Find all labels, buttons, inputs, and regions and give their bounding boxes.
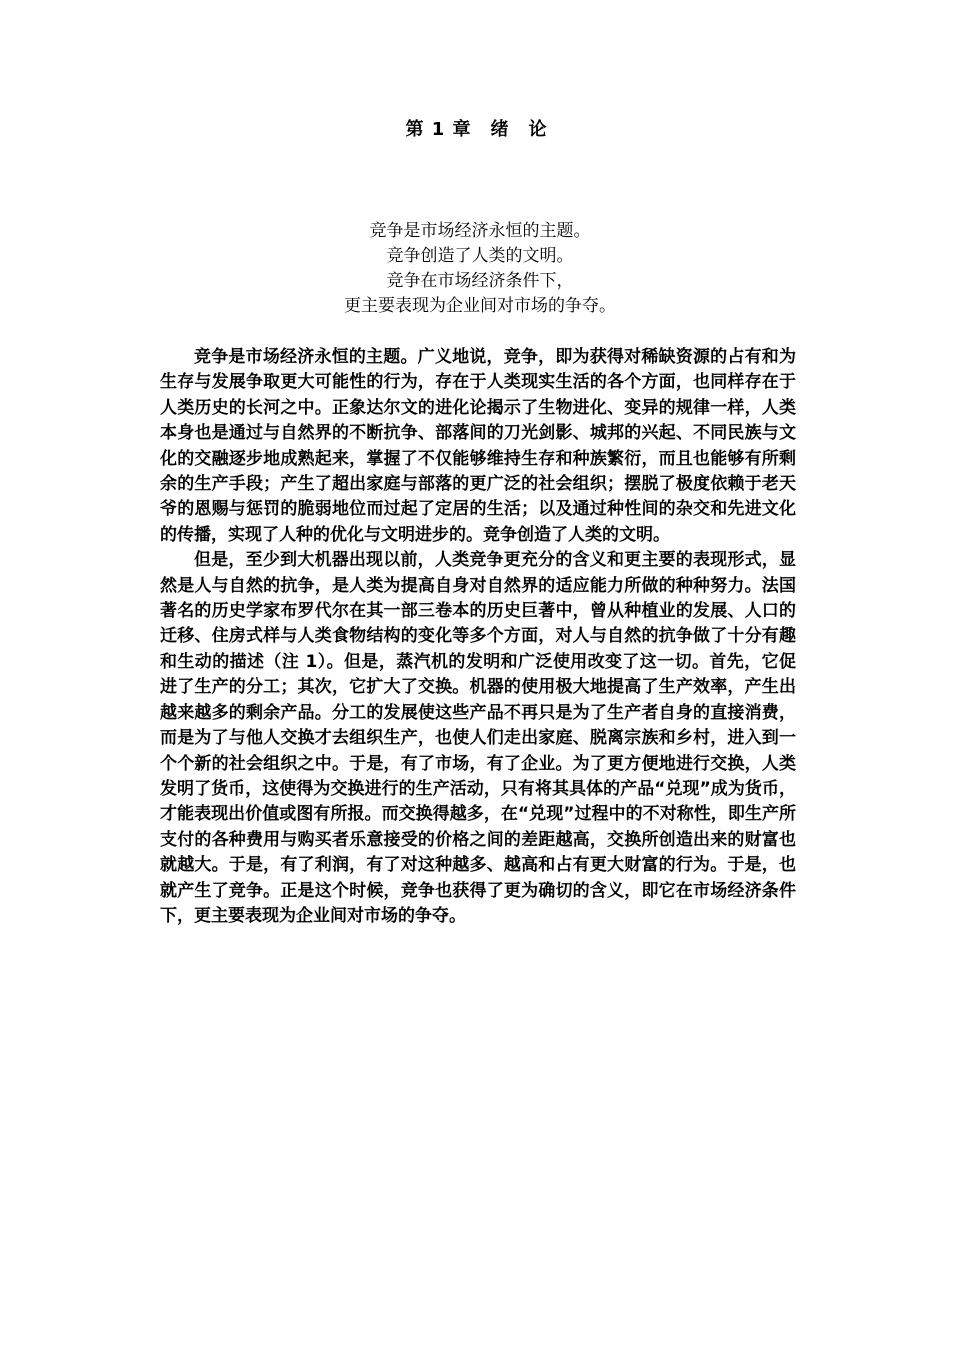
epigraph	[160, 219, 800, 319]
epigraph-line: 竞争在市场经济条件下，	[386, 271, 574, 291]
chapter-title: 第 1 章 绪 论	[405, 119, 548, 140]
epigraph-line: 竞争创造了人类的文明。	[386, 246, 574, 266]
body-paragraph: 但是，至少到大机器出现以前，人类竞争更充分的含义和更主要的表现形式，显然是人与自然的抗争，是人类为提高自身对自然界的适应能力所做的种种努力。法国著名的历史学家布罗代尔在其一部三卷本的历史巨著中，曾从种植业的发展、人口的迁移、住房式样与人类食物结构的变化等多个方面，对人与自然的抗争做了十分有趣和生动的描述（注 1）。但是，蒸汽机的发明和广泛使用改变了这一切。首先，它促进了生产的分工；其次，它扩大了交换。机器的使用极大地提高了生产效率，产生出越来越多的剩余产品。分工的发展使这些产品不再只是为了生产者自身的直接消费，而是为了与他人交换才去组织生产，也使人们走出家庭、脱离宗族和乡村，进入到一个个新的社会组织之中。于是，有了市场，有了企业。为了更方便地进行交换，人类发明了货币，这使得为交换进行的生产活动，只有将其具体的产品“兑现”成为货币，才能表现出价值或图有所报。而交换得越多，在“兑现”过程中的不对称性，即生产所支付的各种费用与购买者乐意接受的价格之间的差距越高，交换所创造出来的财富也就越大。于是，有了利润，有了对这种越多、越高和占有更大财富的行为。于是，也就产生了竞争。正是这个时候，竞争也获得了更为确切的含义，即它在市场经济条件下，更主要表现为企业间对市场的争夺。	[160, 550, 796, 926]
body-paragraph: 竞争是市场经济永恒的主题。广义地说，竞争，即为获得对稀缺资源的占有和为生存与发展争取更大可能性的行为，存在于人类现实生活的各个方面，也同样存在于人类历史的长河之中。正象达尔文的进化论揭示了生物进化、变异的规律一样，人类本身也是通过与自然界的不断抗争、部落间的刀光剑影、城邦的兴起、不同民族与文化的交融逐步地成熟起来，掌握了不仅能够维持生存和种族繁衍，而且也能够有所剩余的生产手段；产生了超出家庭与部落的更广泛的社会组织；摆脱了极度依赖于老天爷的恩赐与惩罚的脆弱地位而过起了定居的生活；以及通过种性间的杂交和先进文化的传播，实现了人种的优化与文明进步的。竞争创造了人类的文明。	[160, 347, 796, 545]
body-text	[160, 345, 796, 929]
epigraph-line: 更主要表现为企业间对市场的争夺。	[344, 296, 616, 316]
epigraph-line: 竞争是市场经济永恒的主题。	[369, 221, 591, 241]
